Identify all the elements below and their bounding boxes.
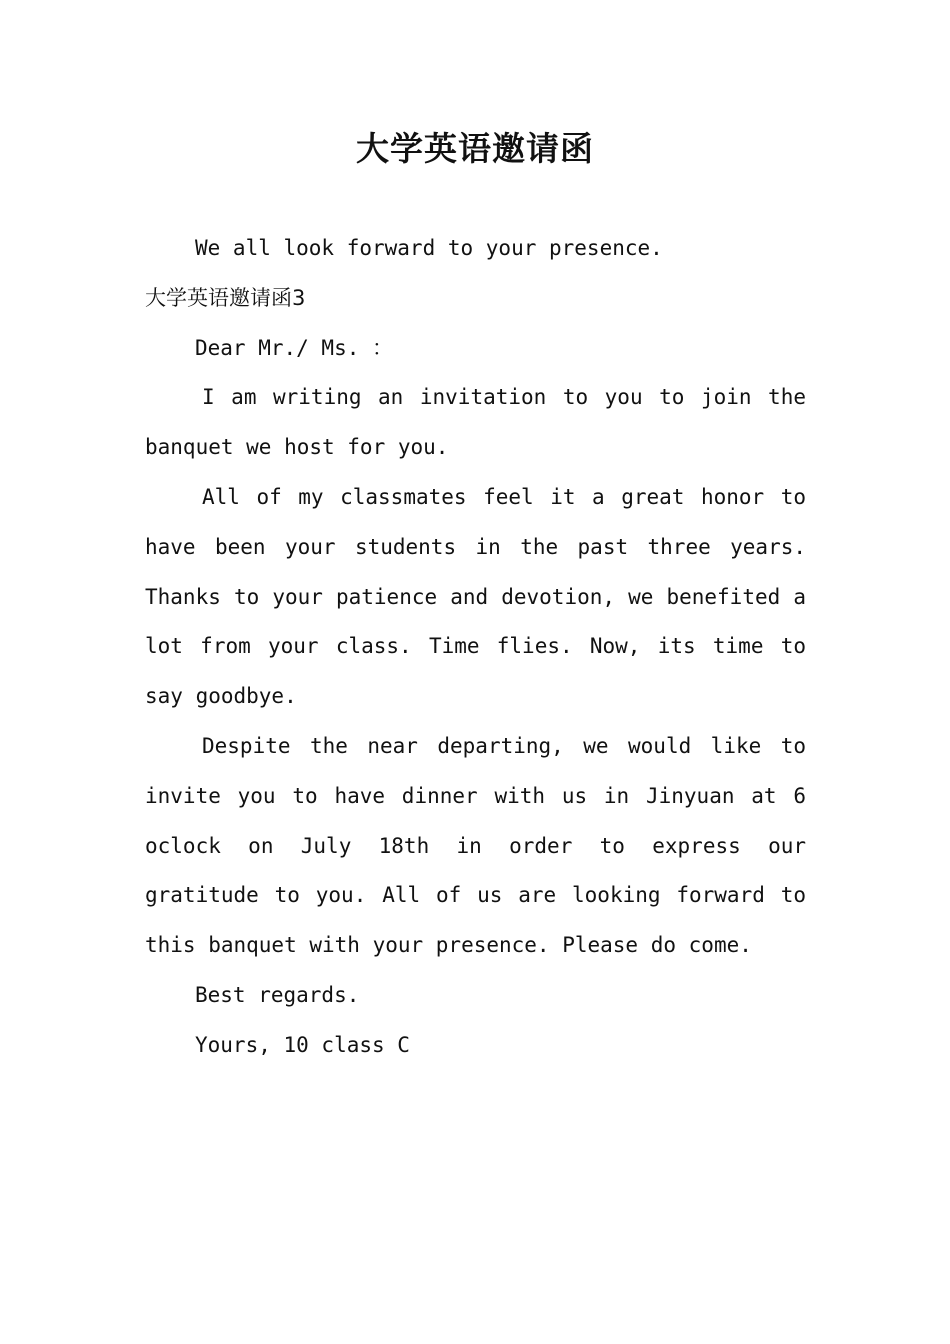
- page-title: 大学英语邀请函: [356, 129, 594, 168]
- intro-line: We all look forward to your presence.: [195, 236, 663, 260]
- salutation: Dear Mr./ Ms. ：: [195, 335, 394, 360]
- paragraph-gratitude: All of my classmates feel it a great honor to have been your students in the past three years. Thanks to your patience and devotion, we benefited a lot from your class. Time flies. Now, its time to say goodbye.: [145, 484, 806, 709]
- paragraph-invitation: I am writing an invitation to you to join the banquet we host for you.: [145, 385, 806, 460]
- paragraph-dinner-details: Despite the near departing, we would like to invite you to have dinner with us in Jinyuan at 6 oclock on July 18th in order to express our gratitude to you. All of us are looking forward to this banquet with your presence. Please do come.: [145, 733, 806, 958]
- closing: Best regards.: [195, 982, 360, 1007]
- section-heading: 大学英语邀请函3: [145, 285, 306, 310]
- signature: Yours, 10 class C: [195, 1032, 410, 1057]
- letter-body: [145, 224, 806, 1071]
